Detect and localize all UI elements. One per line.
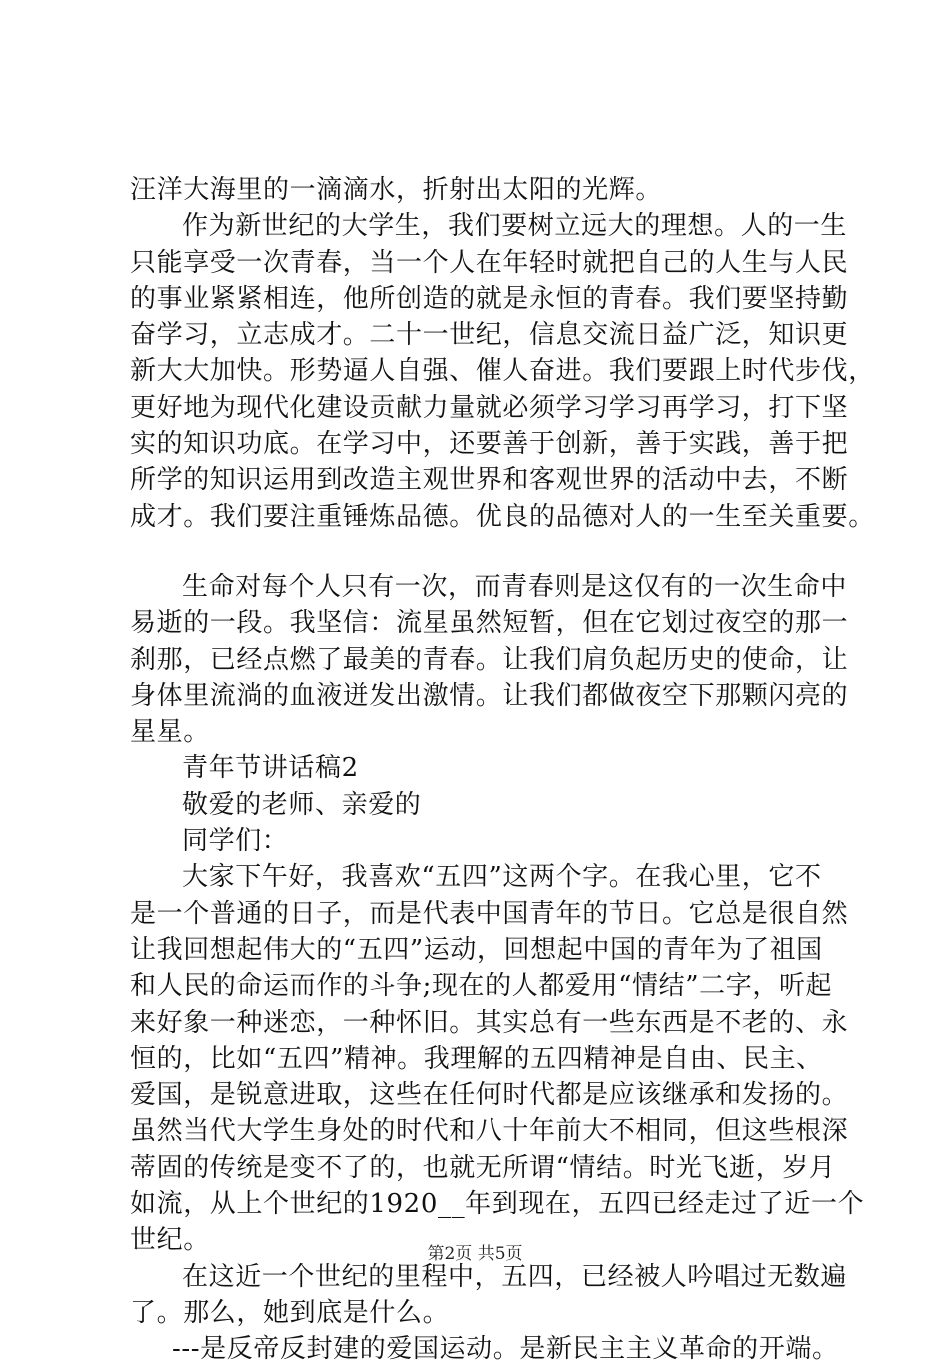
paragraph — [130, 1259, 848, 1332]
text-line: 星星。 — [130, 717, 210, 748]
text-line: 虽然当代大学生身处的时代和八十年前大不相同，但这些根深 — [130, 1116, 849, 1147]
text-line: ---是反帝反封建的爱国运动。是新民主主义革命的开端。 — [172, 1334, 839, 1365]
text-line: 汪洋大海里的一滴滴水，折射出太阳的光辉。 — [130, 175, 663, 205]
text-line: 世纪。 — [130, 1225, 210, 1256]
document-body — [130, 172, 875, 1368]
section-title: 青年节讲话稿2 — [182, 753, 359, 784]
paragraph — [130, 1331, 839, 1367]
text-line: 作为新世纪的大学生，我们要树立远大的理想。人的一生 — [182, 211, 848, 242]
text-line: 成才。我们要注重锤炼品德。优良的品德对人的一生至关重要。 — [130, 501, 875, 532]
text-line: 只能享受一次青春，当一个人在年轻时就把自己的人生与人民 — [130, 247, 849, 278]
text-line: 的事业紧紧相连，他所创造的就是永恒的青春。我们要坚持勤 — [130, 283, 849, 314]
paragraph-spacer — [130, 535, 830, 569]
text-line: 实的知识功底。在学习中，还要善于创新，善于实践，善于把 — [130, 429, 849, 460]
salutation: 同学们： — [182, 826, 289, 857]
text-line: 蒂固的传统是变不了的，也就无所谓“情结。时光飞逝，岁月 — [130, 1152, 836, 1183]
page-number-footer: 第2页 共5页 — [427, 1244, 523, 1264]
text-line: 来好象一种迷恋，一种怀旧。其实总有一些东西是不老的、永 — [130, 1007, 849, 1038]
text-line: 在这近一个世纪的里程中，五四，已经被人吟唱过无数遍 — [182, 1261, 848, 1292]
salutation: 敬爱的老师、亲爱的 — [182, 789, 422, 820]
text-line: 是一个普通的日子，而是代表中国青年的节日。它总是很自然 — [130, 898, 849, 929]
text-line: 让我回想起伟大的“五四”运动，回想起中国的青年为了祖国 — [130, 934, 823, 965]
paragraph — [130, 859, 865, 1258]
text-line: 所学的知识运用到改造主观世界和客观世界的活动中去，不断 — [130, 465, 849, 496]
text-line: 易逝的一段。我坚信：流星虽然短暂，但在它划过夜空的那一 — [130, 608, 849, 639]
paragraph — [130, 208, 875, 535]
text-line: 刹那，已经点燃了最美的青春。让我们肩负起历史的使命，让 — [130, 644, 849, 675]
text-line: 如流，从上个世纪的1920__年到现在，五四已经走过了近一个 — [130, 1189, 865, 1220]
text-line: 和人民的命运而作的斗争;现在的人都爱用“情结”二字，听起 — [130, 971, 833, 1002]
text-line: 了。那么，她到底是什么。 — [130, 1297, 450, 1328]
text-line: 奋学习，立志成才。二十一世纪，信息交流日益广泛，知识更 — [130, 320, 849, 351]
text-line: 大家下午好，我喜欢“五四”这两个字。在我心里，它不 — [182, 862, 822, 893]
paragraph — [130, 172, 830, 208]
text-line: 恒的，比如“五四”精神。我理解的五四精神是自由、民主、 — [130, 1043, 823, 1074]
text-line: 生命对每个人只有一次，而青春则是这仅有的一次生命中 — [182, 571, 848, 602]
paragraph — [130, 569, 849, 750]
text-line: 更好地为现代化建设贡献力量就必须学习学习再学习，打下坚 — [130, 392, 849, 423]
text-line: 新大大加快。形势逼人自强、催人奋进。我们要跟上时代步伐， — [130, 356, 875, 387]
text-line: 爱国，是锐意进取，这些在任何时代都是应该继承和发扬的。 — [130, 1080, 849, 1111]
text-line: 身体里流淌的血液迸发出激情。让我们都做夜空下那颗闪亮的 — [130, 680, 849, 711]
